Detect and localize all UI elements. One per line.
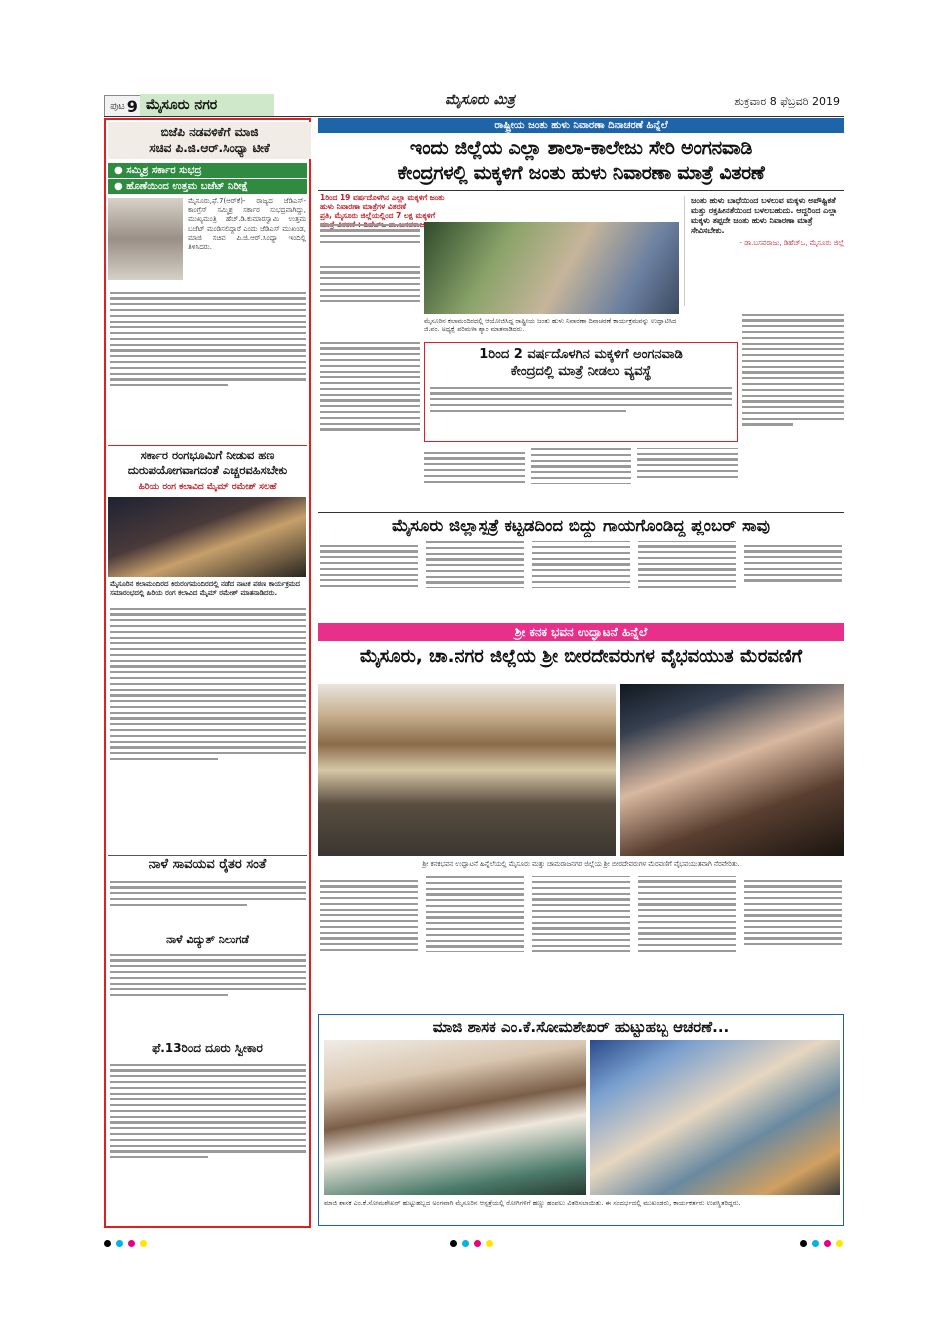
reg-dot [116,1240,123,1247]
header-rule [104,116,844,117]
masthead: ಮೈಸೂರು ಮಿತ್ರ [445,92,515,108]
lead-continuation [424,448,738,510]
lead-col1-text [320,220,420,260]
registration-marks-center [450,1240,493,1247]
story1-headline-line1: ಬಿಜೆಪಿ ನಡವಳಿಕೆಗೆ ಮಾಜಿ [160,125,259,139]
birthday-headline: ಮಾಜಿ ಶಾಸಕ ಎಂ.ಕೆ.ಸೋಮಶೇಖರ್ ಹುಟ್ಟುಹಬ್ಬ ಆಚರಣೆ... [432,1018,730,1036]
sidebar-headline-line1: 1ರಿಂದ 2 ವರ್ಷದೊಳಗಿನ ಮಕ್ಕಳಿಗೆ ಅಂಗನವಾಡಿ [479,347,683,362]
reg-dot [474,1240,481,1247]
lead-pullquote [684,196,844,306]
story1-portrait-photo [108,198,183,280]
story2-headline-line2: ದುರುಪಯೋಗವಾಗದಂತೆ ಎಚ್ಚರವಹಿಸಬೇಕು [127,463,288,477]
reg-dot [800,1240,807,1247]
story3-divider [108,855,307,856]
lead-photo [424,222,679,314]
story2-headline [108,448,307,478]
reg-dot [824,1240,831,1247]
registration-marks-right [800,1240,843,1247]
section-title: ಮೈಸೂರು ನಗರ [140,94,274,116]
page-label: ಪುಟ [110,100,125,112]
birthday-photo-right [590,1040,840,1195]
procession-caption: ಶ್ರೀ ಕನಕಭವನ ಉದ್ಘಾಟನೆ ಹಿನ್ನೆಲೆಯಲ್ಲಿ ಮೈಸೂರು ಮತ್ತು ಚಾಮರಾಜನಗರ ಜಿಲ್ಲೆಯ ಶ್ರೀ ಬೀರದೇವರುಗಳ ಮೆರವಣಿಗೆ ವೈಭವಯುತವಾಗಿ ನೆರವೇರಿತು. [422,860,740,868]
story1-bullet-1: ● ಸಮ್ಮಿಶ್ರ ಸರ್ಕಾರ ಸುಭದ್ರ [108,163,307,178]
page-number-badge [104,95,144,117]
reg-dot [104,1240,111,1247]
sidebar-headline [428,346,734,380]
story3-headline: ನಾಳೆ ಸಾವಯವ ರೈತರ ಸಂತೆ [148,857,267,872]
story2-subhead: ಹಿರಿಯ ರಂಗ ಕಲಾವಿದ ಮೈಮ್ ರಮೇಶ್ ಸಲಹೆ [138,482,277,492]
lead-deck-line1: 1ರಿಂದ 19 ವರ್ಷದೊಳಗಿನ ಎಲ್ಲಾ ಮಕ್ಕಳಿಗೆ ಜಂತು ಹುಳು ನಿವಾರಣಾ ಮಾತ್ರೆಗಳ ವಿತರಣೆ [320,193,445,211]
procession-headline: ಮೈಸೂರು, ಚಾ.ನಗರ ಜಿಲ್ಲೆಯ ಶ್ರೀ ಬೀರದೇವರುಗಳ ವೈಭವಯುತ ಮೆರವಣಿಗೆ [359,646,803,667]
reg-dot [140,1240,147,1247]
story3-body [110,877,306,929]
procession-photo-right [620,684,844,856]
procession-kicker: ಶ್ರೀ ಕನಕ ಭವನ ಉದ್ಘಾಟನೆ ಹಿನ್ನೆಲೆ [318,623,844,641]
story1-bullet-2: ● ಹೊಣೆಯಿಂದ ಉತ್ತಮ ಬಜೆಟ್ ನಿರೀಕ್ಷೆ [108,179,307,194]
lead-quote-source: - ಡಾ.ಬಸವರಾಜು, ಡಿಹೆಚ್‌ಒ, ಮೈಸೂರು ಜಿಲ್ಲೆ [739,239,844,247]
story2-caption: ಮೈಸೂರಿನ ಕಲಾಮಂದಿರದ ಕಿರುರಂಗಮಂದಿರದಲ್ಲಿ ನಡೆದ ನಾಟಕ ಪಠಣ ಕಾರ್ಯಕ್ರಮದ ಸಮಾರಂಭದಲ್ಲಿ ಹಿರಿಯ ರಂಗ ಕಲಾವಿದ ಮೈಮ್ ರಮೇಶ್ ಮಾತನಾಡಿದರು. [110,580,301,597]
reg-dot [462,1240,469,1247]
lead-headline [318,136,844,186]
story5-body [110,1060,306,1224]
procession-photo-left [318,684,616,856]
lead-col-right-text [742,310,844,510]
sidebar-headline-line2: ಕೇಂದ್ರದಲ್ಲಿ ಮಾತ್ರೆ ನೀಡಲು ವ್ಯವಸ್ಥೆ [510,364,652,379]
reg-dot [486,1240,493,1247]
story4-headline: ನಾಳೆ ವಿದ್ಯುತ್ ನಿಲುಗಡೆ [166,933,249,946]
story2-headline-line1: ಸರ್ಕಾರ ರಂಗಭೂಮಿಗೆ ನೀಡುವ ಹಣ [140,448,275,462]
story1-lead-text: ಮೈಸೂರು,ಫೆ.7(ಆರ್‌ಕೆ)- ರಾಜ್ಯದ ಜೆಡಿಎಸ್-ಕಾಂಗ್ರೆಸ್ ಸಮ್ಮಿಶ್ರ ಸರ್ಕಾರ ಸುಭದ್ರವಾಗಿದ್ದು, ಮುಖ್ಯಮಂತ್ರಿ ಹೆಚ್.ಡಿ.ಕುಮಾರಸ್ವಾಮಿ ಉತ್ತಮ ಬಜೆಟ್ ಮಂಡಿಸಲಿದ್ದಾರೆ ಎಂದು ಜೆಡಿಎಸ್ ಮುಖಂಡ, ಮಾಜಿ ಸಚಿವ ಪಿ.ಜಿ.ಆರ್.ಸಿಂಧ್ಯಾ ಇಂದಿಲ್ಲಿ ತಿಳಿಸಿದರು. [188,197,306,252]
lead-col1-text-3 [320,338,420,506]
issue-date: ಶುಕ್ರವಾರ 8 ಫೆಬ್ರವರಿ 2019 [734,95,840,108]
lead-photo-caption: ಮೈಸೂರಿನ ಕಲಾಮಂದಿರದಲ್ಲಿ ಆಯೋಜಿಸಿದ್ದ ರಾಷ್ಟ್ರೀಯ ಜಂತು ಹುಳು ನಿವಾರಣಾ ದಿನಾಚರಣೆ ಕಾರ್ಯಕ್ರಮವನ್ನು ಉದ್ಘಾಟಿಸಿದ ಜಿ.ಪಂ. ಅಧ್ಯಕ್ಷೆ ಪರಿಮಳಾ ಶ್ಯಾಂ ಮಾತನಾಡಿದರು. [424,317,677,333]
reg-dot [450,1240,457,1247]
reg-dot [836,1240,843,1247]
story5-headline: ಫೆ.13ರಿಂದ ದೂರು ಸ್ವೀಕಾರ [152,1041,263,1055]
story1-bullet-2-text: ಹೊಣೆಯಿಂದ ಉತ್ತಮ ಬಜೆಟ್ ನಿರೀಕ್ಷೆ [126,181,249,192]
birthday-photo-left [324,1040,586,1195]
story1-body [110,288,306,443]
page-number: 9 [126,96,138,116]
story2-divider [108,445,307,446]
birthday-caption: ಮಾಜಿ ಶಾಸಕ ಎಂ.ಕೆ.ಸೋಮಶೇಖರ್ ಹುಟ್ಟುಹಬ್ಬದ ಅಂಗವಾಗಿ ಮೈಸೂರಿನ ಆಸ್ಪತ್ರೆಯಲ್ಲಿ ರೋಗಿಗಳಿಗೆ ಹಣ್ಣು ಹಂಪಲು ವಿತರಿಸಲಾಯಿತು. ಈ ಸಂದರ್ಭದಲ್ಲಿ ಮುಖಂಡರು, ಕಾರ್ಯಕರ್ತರು ಉಪಸ್ಥಿತರಿದ್ದರು. [324,1199,741,1207]
story4-body [110,950,306,1038]
lead-deck-line2: ಪ್ರತಿ, ಮೈಸೂರು ಜಿಲ್ಲೆಯಲ್ಲಿಂದ 7 ಲಕ್ಷ ಮಕ್ಕಳಿಗೆ [320,211,436,220]
plumber-headline: ಮೈಸೂರು ಜಿಲ್ಲಾಸ್ಪತ್ರೆ ಕಟ್ಟಡದಿಂದ ಬಿದ್ದು ಗಾಯಗೊಂಡಿದ್ದ ಪ್ಲಂಬರ್ ಸಾವು [391,516,771,535]
story1-headline [108,122,311,159]
lead-kicker: ರಾಷ್ಟ್ರೀಯ ಜಂತು ಹುಳು ನಿವಾರಣಾ ದಿನಾಚರಣೆ ಹಿನ್ನೆಲೆ [318,118,844,133]
procession-body [320,876,842,1012]
plumber-rule [318,512,844,513]
lead-headline-line2: ಕೇಂದ್ರಗಳಲ್ಲಿ ಮಕ್ಕಳಿಗೆ ಜಂತು ಹುಳು ನಿವಾರಣಾ ಮಾತ್ರೆ ವಿತರಣೆ [397,162,765,184]
plumber-body [320,541,842,619]
lead-rule [318,190,844,191]
lead-headline-line1: ಇಂದು ಜಿಲ್ಲೆಯ ಎಲ್ಲಾ ಶಾಲಾ-ಕಾಲೇಜು ಸೇರಿ ಅಂಗನವಾಡಿ [409,137,753,159]
lead-col1-text-2 [320,262,420,334]
reg-dot [128,1240,135,1247]
registration-marks-left [104,1240,147,1247]
reg-dot [812,1240,819,1247]
story2-photo [108,497,306,577]
story1-headline-line2: ಸಚಿವ ಪಿ.ಜಿ.ಆರ್.ಸಿಂಧ್ಯಾ ಟೀಕೆ [149,140,270,155]
sidebar-body [430,383,732,437]
story1-bullet-1-text: ಸಮ್ಮಿಶ್ರ ಸರ್ಕಾರ ಸುಭದ್ರ [126,165,202,176]
lead-quote-text: ಜಂತು ಹುಳು ಬಾಧೆಯಿಂದ ಬಳಲುವ ಮಕ್ಕಳು ಅಪೌಷ್ಟಿಕತೆ ಮತ್ತು ರಕ್ತಹೀನತೆಯಿಂದ ಬಳಲಬಹುದು. ಆದ್ದರಿಂದ ಎಲ್ಲಾ ಮಕ್ಕಳು ತಪ್ಪದೇ ಜಂತು ಹುಳು ನಿವಾರಣಾ ಮಾತ್ರೆ ಸೇವಿಸಬೇಕು. [691,196,838,235]
story2-body [110,604,306,854]
